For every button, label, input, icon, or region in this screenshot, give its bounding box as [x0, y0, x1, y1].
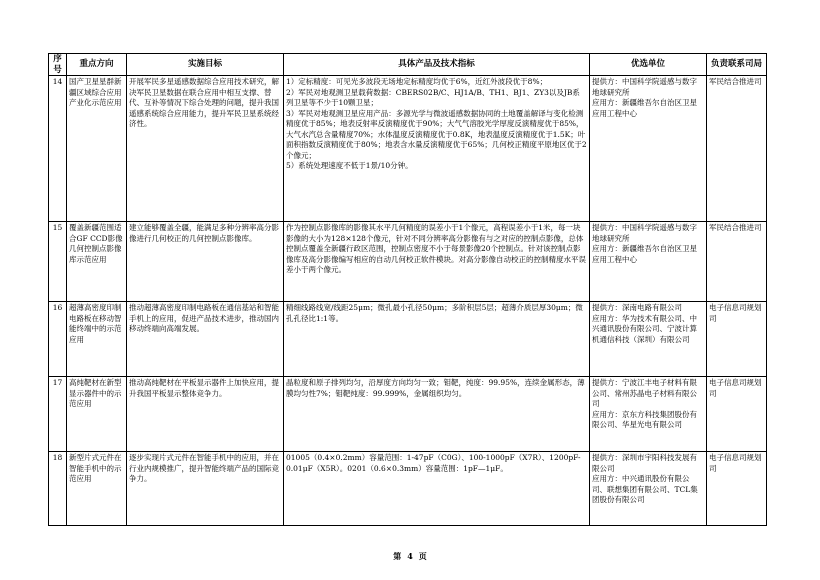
project-table — [48, 53, 767, 526]
table-row — [49, 76, 767, 222]
table-row — [49, 222, 767, 302]
row-direction: 高纯靶材在新型显示器件中的示范应用 — [67, 377, 127, 452]
row-direction: 超薄高密度印制电路板在移动智能终端中的示范应用 — [67, 302, 127, 377]
header-units: 优选单位 — [590, 54, 707, 76]
table-row — [49, 377, 767, 452]
page-footer — [0, 551, 820, 562]
footer-suffix: 页 — [418, 551, 427, 561]
row-direction: 国产卫星星群新疆区域综合应用产业化示范应用 — [67, 76, 127, 222]
row-specs — [284, 222, 590, 302]
spec-line: 1）定标精度：可见光多波段无场地定标精度均优于6%，近红外波段优于8%； — [286, 77, 548, 86]
row-contact: 军民结合推进司 — [707, 222, 767, 302]
row-units: 提供方：中国科学院遥感与数字地球研究所 应用方：新疆维吾尔自治区卫星应用工程中心 — [590, 222, 707, 302]
spec-line: 5）系统处理速度不低于1景/10分钟。 — [286, 161, 413, 170]
spec-line: 晶粒度和原子排列均匀，沿厚度方向均匀一致；钼靶，纯度：99.95%，连续金属形态，薄膜均匀性7%；钼靶纯度：99.999%，金属组织均匀。 — [286, 378, 585, 398]
row-seq: 15 — [49, 222, 67, 302]
row-goal: 建立能够覆盖全疆，能满足多种分辨率高分影像进行几何校正的几何控制点影像库。 — [127, 222, 284, 302]
spec-line: 3）军民对地观测卫星应用产品：多源光学与微波遥感数据协同的土地覆盖解译与变化检测精度优于85%；地表反射率反演精度优于90%；大气气溶胶光学厚度反演精度优于85%，大气水汽总含量精度70%；水体温度反演精度优于0.8K，地表温度反演精度优于1.5K；叶面积指数反演精度优于80%；地表含水量反演精度优于65%；几何校正精度平原地区优于2个像元； — [286, 108, 587, 160]
spec-line: 01005（0.4×0.2mm）容量范围：1-47pF（C0G）、100-1000pF（X7R）、1200pF-0.01μF（X5R）。0201（0.6×0.3mm）容量范围：1pF—1μF。 — [286, 453, 581, 473]
row-seq: 14 — [49, 76, 67, 222]
row-units: 提供方：宁波江丰电子材料有限公司、常州苏晶电子材料有限公司 应用方：京东方科技集团股份有限公司、华星光电有限公司 — [590, 377, 707, 452]
row-seq: 17 — [49, 377, 67, 452]
row-contact: 电子信息司规划司 — [707, 302, 767, 377]
table-row — [49, 452, 767, 526]
spec-line: 2）军民对地观测卫星载荷数据：CBERS02B/C、HJ1A/B、TH1、BJ1、ZY3以及JB系列卫星等不少于10颗卫星； — [286, 87, 580, 107]
row-seq: 16 — [49, 302, 67, 377]
table-header-row — [49, 54, 767, 76]
row-specs — [284, 76, 590, 222]
row-direction: 覆盖新疆范围适合GF CCD影像几何控制点影像库示范应用 — [67, 222, 127, 302]
header-contact: 负责联系司局 — [707, 54, 767, 76]
header-specs: 具体产品及技术指标 — [284, 54, 590, 76]
row-goal: 推动高纯靶材在平板显示器件上加快应用，提升我国平板显示整体竞争力。 — [127, 377, 284, 452]
row-units: 提供方：中国科学院遥感与数字地球研究所 应用方：新疆维吾尔自治区卫星应用工程中心 — [590, 76, 707, 222]
spec-line: 精细线路线宽/线距25μm；微孔最小孔径50μm；多阶积层5层；超薄介质层厚30μm；微孔孔径比1:1等。 — [286, 303, 583, 323]
row-direction: 新型片式元件在智能手机中的示范应用 — [67, 452, 127, 526]
row-specs — [284, 302, 590, 377]
row-goal: 逐步实现片式元件在智能手机中的应用，并在行业内规模推广，提升智能终端产品的国际竞争力。 — [127, 452, 284, 526]
table-body — [49, 76, 767, 526]
row-contact: 电子信息司规划司 — [707, 377, 767, 452]
row-goal: 推动超薄高密度印制电路板在通信基站和智能手机上的应用，促进产品技术进步，推动国内移动终端向高端发展。 — [127, 302, 284, 377]
header-direction: 重点方向 — [67, 54, 127, 76]
row-contact: 电子信息司规划司 — [707, 452, 767, 526]
table-row — [49, 302, 767, 377]
row-units: 提供方：深南电路有限公司 应用方：华为技术有限公司、中兴通讯股份有限公司、宁波计算机通信科技（深圳）有限公司 — [590, 302, 707, 377]
row-contact: 军民结合推进司 — [707, 76, 767, 222]
row-units: 提供方：深圳市宇阳科技发展有限公司 应用方：中兴通讯股份有限公司、联想集团有限公司、TCL集团股份有限公司 — [590, 452, 707, 526]
row-specs — [284, 377, 590, 452]
page-number: 4 — [407, 551, 413, 561]
row-seq: 18 — [49, 452, 67, 526]
row-specs — [284, 452, 590, 526]
spec-line: 作为控制点影像库的影像其水平几何精度的误差小于1个像元，高程误差小于1米，每一块影像的大小为128×128个像元，针对不同分辨率高分影像有与之对应的控制点影像，总体控制点覆盖全新疆行政区范围，控制点密度不小于每景影像20个控制点。针对该控制点影像库及高分影像编写相应的自动几何校正软件模块。对高分影像自动校正的控制精度水平误差小于两个像元。 — [286, 223, 586, 274]
row-goal: 开展军民多星遥感数据综合应用技术研究，解决军民卫星数据在联合应用中相互支撑、替代、互补等情况下综合处理的问题，提升我国遥感系统综合应用能力，提升军民卫星系统经济性。 — [127, 76, 284, 222]
header-seq: 序号 — [49, 54, 67, 76]
header-goal: 实施目标 — [127, 54, 284, 76]
footer-prefix: 第 — [393, 551, 402, 561]
